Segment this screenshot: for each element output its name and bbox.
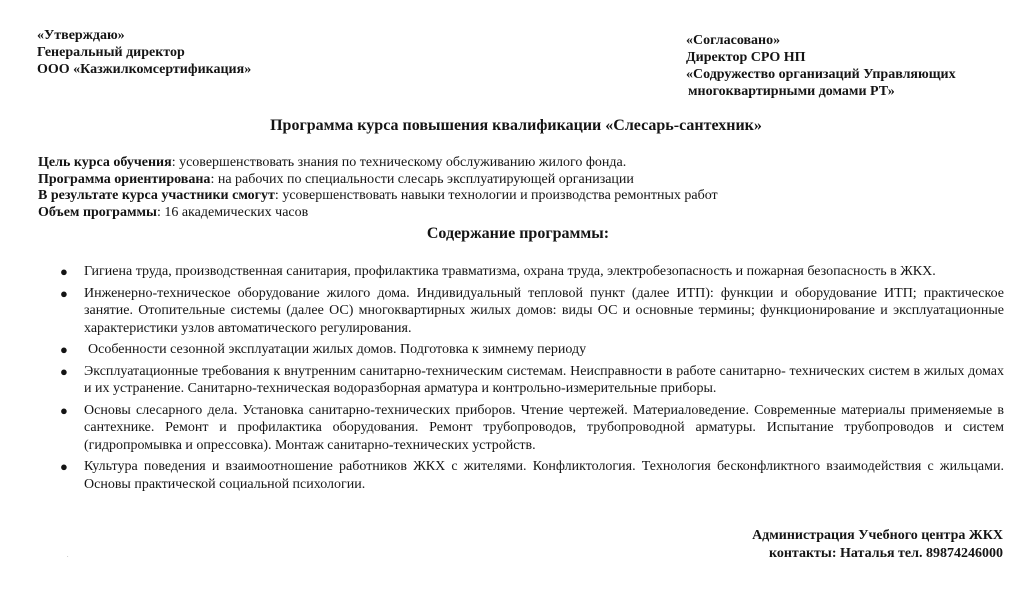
meta-label: Цель курса обучения bbox=[38, 155, 172, 170]
meta-text: на рабочих по специальности слесарь эксплуатирующей организации bbox=[214, 171, 634, 187]
list-item bbox=[60, 363, 1004, 398]
agreement-line-3: «Содружество организаций Управляющих bbox=[686, 67, 956, 82]
meta-label: Объем программы bbox=[38, 204, 157, 220]
section-title: Содержание программы: bbox=[426, 225, 610, 242]
agreement-line-1: «Согласовано» bbox=[686, 33, 781, 48]
bullet-icon: ● bbox=[60, 285, 68, 301]
meta-label: В результате курса участники смогут bbox=[38, 188, 275, 203]
list-item-text: Основы слесарного дела. Установка санитарно-технических приборов. Чтение чертежей. Материаловедение. Современные материалы применяемые в сантехнике. Ремонт и профилактика оборудования. Ремонт трубопроводов, трубопроводной арматуры. Испытание трубопроводов и систем (гидропромывка и опрессовка). Монтаж санитарно-технических устройств. bbox=[84, 402, 1004, 453]
meta-sep: : bbox=[274, 188, 279, 203]
document-title: Программа курса повышения квалификации «Слесарь-сантехник» bbox=[270, 117, 762, 134]
meta-sep: : bbox=[171, 155, 176, 170]
meta-goal bbox=[38, 155, 718, 172]
footer-contacts: контакты: Наталья тел. 89874246000 bbox=[768, 546, 1003, 561]
bullet-icon: ● bbox=[60, 402, 68, 418]
program-content-list bbox=[60, 263, 1004, 497]
contacts-footer bbox=[752, 527, 1003, 563]
list-item-text: Гигиена труда, производственная санитария, профилактика травматизма, охрана труда, электробезопасность и пожарная безопасность в ЖКХ. bbox=[84, 264, 936, 279]
list-item-text: Особенности сезонной эксплуатации жилых домов. Подготовка к зимнему периоду bbox=[88, 342, 587, 357]
meta-text: 16 академических часов bbox=[160, 204, 309, 220]
scan-speck: . bbox=[67, 553, 69, 559]
list-item bbox=[60, 402, 1004, 455]
list-item bbox=[60, 341, 1004, 359]
meta-volume bbox=[38, 205, 718, 222]
list-item bbox=[60, 285, 1004, 338]
list-item-text: Эксплуатационные требования к внутренним санитарно-техническим системам. Неисправности в работе санитарно- технических систем в жилых домах и их устранение. Санитарно-техническая водоразборная арматура и контрольно-измерительные приборы. bbox=[84, 363, 1004, 396]
agreement-line-2: Директор СРО НП bbox=[686, 50, 806, 65]
approval-line-3: ООО «Казжилкомсертификация» bbox=[37, 62, 252, 77]
meta-text: усовершенствовать навыки технологии и производства ремонтных работ bbox=[278, 188, 718, 203]
bullet-icon: ● bbox=[60, 459, 68, 474]
meta-text: усовершенствовать знания по техническому обслуживанию жилого фонда. bbox=[175, 155, 627, 170]
agreement-line-4: многоквартирными домами РТ» bbox=[688, 84, 895, 99]
approval-line-2: Генеральный директор bbox=[37, 45, 185, 60]
meta-audience bbox=[38, 172, 718, 189]
list-item-text: Культура поведения и взаимоотношение работников ЖКХ с жителями. Конфликтология. Технология бесконфликтного взаимодействия с жильцами. Основы практической социальной психологии. bbox=[84, 459, 1004, 492]
approval-block bbox=[37, 27, 251, 78]
list-item bbox=[60, 263, 1004, 281]
approval-line-1: «Утверждаю» bbox=[37, 28, 125, 43]
meta-label: Программа ориентирована bbox=[38, 171, 211, 187]
list-item bbox=[60, 458, 1004, 493]
list-item-text: Инженерно-техническое оборудование жилого дома. Индивидуальный тепловой пункт (далее ИТП): функции и оборудование ИТП; практическое занятие. Отопительные системы (далее ОС) многоквартирных жилых домов: виды ОС и основные термины; функционирование и эксплуатационные характеристики узлов автоматического регулирования. bbox=[84, 285, 1004, 336]
bullet-icon: ● bbox=[60, 363, 68, 379]
agreement-block bbox=[686, 32, 956, 100]
meta-sep: : bbox=[156, 204, 161, 220]
bullet-icon: ● bbox=[60, 342, 68, 357]
course-meta bbox=[38, 155, 718, 221]
meta-sep: : bbox=[210, 171, 215, 187]
bullet-icon: ● bbox=[60, 264, 68, 279]
footer-admin: Администрация Учебного центра ЖКХ bbox=[752, 528, 1003, 543]
meta-outcome bbox=[38, 188, 718, 205]
